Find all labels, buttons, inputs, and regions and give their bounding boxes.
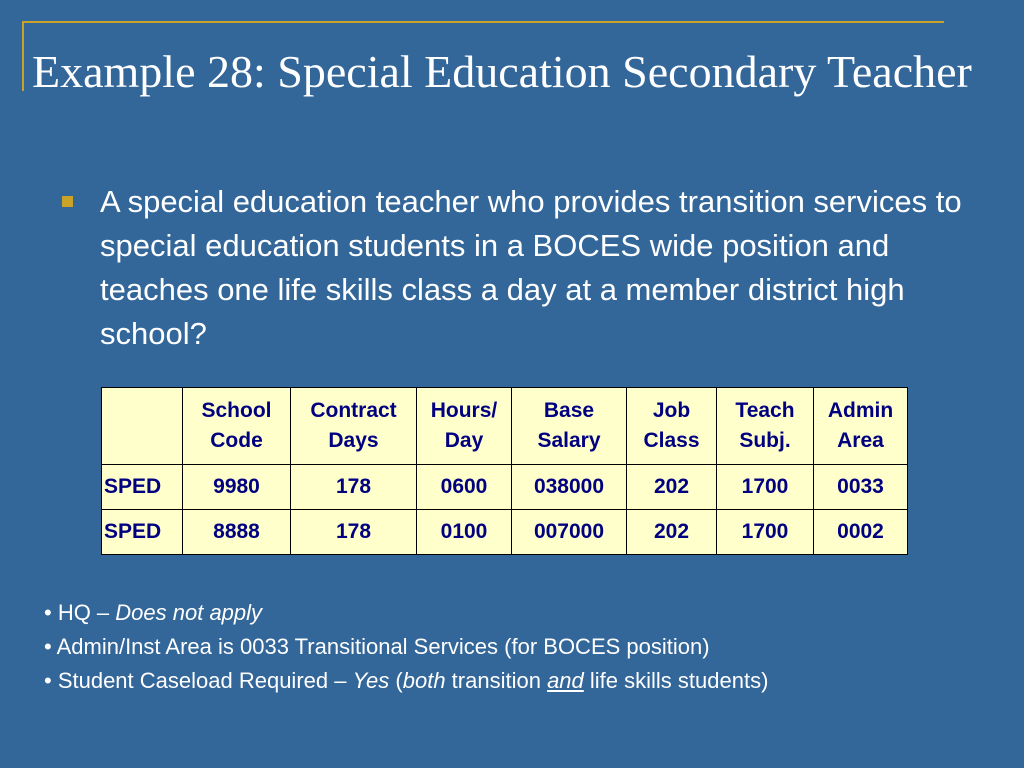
table-cell: 202 (627, 465, 717, 510)
square-bullet-icon (62, 196, 73, 207)
slide-title: Example 28: Special Education Secondary Teacher (32, 46, 972, 97)
table-cell: 1700 (717, 510, 814, 555)
notes-list (44, 596, 1004, 698)
header-cell (291, 388, 417, 465)
table-header-row (102, 388, 908, 465)
table-cell: 0002 (814, 510, 908, 555)
table-row (102, 465, 908, 510)
title-rule-horizontal (22, 21, 944, 23)
title-rule-vertical (22, 21, 24, 91)
table-cell: 9980 (183, 465, 291, 510)
table-cell: 178 (291, 465, 417, 510)
table-cell: 178 (291, 510, 417, 555)
header-cell-empty (102, 388, 183, 465)
header-line: Hours/ (430, 399, 498, 422)
header-line: Code (210, 429, 263, 452)
table-cell: SPED (102, 510, 183, 555)
header-line: Area (837, 429, 884, 452)
table-cell: 1700 (717, 465, 814, 510)
note-hq-value: Does not apply (115, 600, 263, 625)
note-caseload-transition: transition (445, 668, 548, 693)
header-cell (417, 388, 512, 465)
note-hq (44, 596, 1004, 630)
table-cell: 8888 (183, 510, 291, 555)
note-caseload-paren: ( (389, 668, 403, 693)
table-cell: 038000 (512, 465, 627, 510)
table-cell: 0600 (417, 465, 512, 510)
header-line: Job (652, 399, 691, 422)
table-cell: SPED (102, 465, 183, 510)
header-line: Base (543, 399, 595, 422)
header-cell (183, 388, 291, 465)
header-line: Day (444, 429, 484, 452)
note-caseload-and: and (547, 668, 584, 693)
note-caseload-end: life skills students) (583, 668, 769, 693)
main-bullet-text: A special education teacher who provides transition services to special education students in a BOCES wide position and teaches one life skills class a day at a member district high school? (100, 184, 962, 351)
note-hq-label: • HQ – (44, 600, 116, 625)
header-line: Admin (827, 399, 894, 422)
main-bullet (62, 180, 962, 356)
header-cell (512, 388, 627, 465)
table-cell: 007000 (512, 510, 627, 555)
note-caseload-yes: Yes (352, 668, 390, 693)
table-cell: 0100 (417, 510, 512, 555)
header-line: Subj. (739, 429, 791, 452)
note-caseload-both: both (402, 668, 446, 693)
note-admin: • Admin/Inst Area is 0033 Transitional Services (for BOCES position) (44, 634, 710, 659)
header-line: Teach (735, 399, 795, 422)
table-cell: 0033 (814, 465, 908, 510)
data-table (101, 387, 908, 555)
header-line: School (201, 399, 272, 422)
header-cell (627, 388, 717, 465)
header-line: Days (328, 429, 379, 452)
header-line: Class (643, 429, 700, 452)
table-cell: 202 (627, 510, 717, 555)
header-line: Salary (537, 429, 601, 452)
header-cell (717, 388, 814, 465)
note-caseload-label: • Student Caseload Required – (44, 668, 353, 693)
note-caseload (44, 664, 1004, 698)
header-cell (814, 388, 908, 465)
header-line: Contract (310, 399, 397, 422)
table-row (102, 510, 908, 555)
